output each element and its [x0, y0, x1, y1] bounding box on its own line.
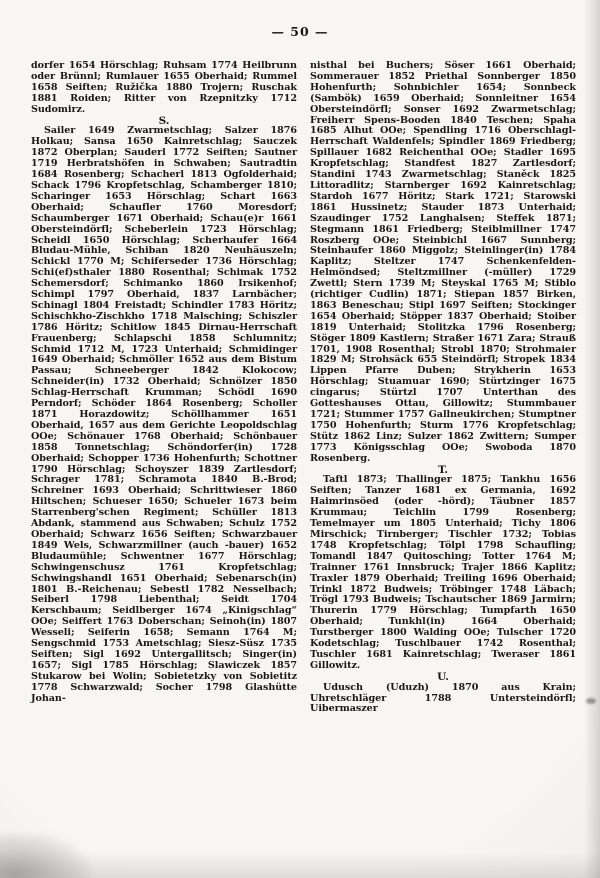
continuation-paragraph-s-names: nisthal bei Buchers; Söser 1661 Oberhaid; Sommerauer 1852 Priethal Sonnberger 1850 Hohenfurth; Sohnbichler 1654; Sonnbeck (Sambök) 1659 Oberhaid; Sonnleitner 1654 Obersteindörfl; Sonser 1692 Zwarmetschlag; Freiherr Spens-Booden 1840 Teschen; Spaha 1685 Alhut OOe; Spendling 1716 Oberschlagl-Herrschaft Waldenfels; Spindler 1869 Friedberg; Spillauer 1682 Reichenthal OOe; Stadler 1695 Kropfetschlag; Standfest 1827 Zartlesdorf; Standini 1743 Zwarmetschlag; Staněck 1825 Littoradlitz; Starnberger 1692 Kainretschlag; Stardoh 1677 Höritz; Stark 1721; Starowski 1861 Hussinetz; Stauder 1873 Unterhaid; Szaudinger 1752 Langhalsen; Steffek 1871; Stegmann 1861 Friedberg; Steiblmillner 1747 Roszberg OOe; Steinbichl 1667 Sunnberg; Steinhaufer 1860 Miggolz; Steinlinger(in) 1784 Kaplitz; Steltzer 1747 Schenkenfelden-Helmöndsed; Steltzmillner (-müller) 1729 Zwettl; Stern 1739 M; Steyskal 1765 M; Stiblo (richtiger Cudlin) 1871; Stiepan 1857 Birken, 1863 Beneschau; Stipl 1697 Seiften; Stockinger 1654 Oberhaid; Stöpper 1837 Oberhaid; Stoiber 1819 Unterhaid; Stolitzka 1796 Rosenberg; Stöger 1809 Kastlern; Straßer 1671 Zara; Strauß 1701, 1908 Rosenthal; Strobl 1870; Strohmaier 1829 M; Strohsäck 655 Steindörfl; Stropek 1834 Lippen Pfarre Duben; Strykherin 1653 Hörschlag; Stuamuar 1690; Stürtzinger 1675 cingarus; Stürtzl 1707 Unterthan des Gotteshauses Ottau, Gillowitz; Stummbauer 1721; Stummer 1757 Gallneukirchen; Stumptner 1750 Hohenfurth; Sturm 1776 Kropfetschlag; Stütz 1862 Linz; Sulzer 1862 Zwittern; Sumper 1773 Königsschlag OOe; Swoboda 1870 Rosenberg.: [310, 60, 576, 464]
section-heading-s: S.: [158, 114, 170, 127]
left-column: [31, 61, 297, 715]
scan-artifact-bottom-shade: [0, 852, 600, 878]
right-column: [310, 61, 576, 715]
section-heading-u: U.: [437, 670, 449, 683]
scan-artifact-smudge: [0, 832, 92, 878]
surname-register-s-paragraph: Sailer 1649 Zwarmetschlag; Salzer 1876 Holkau; Sansa 1650 Kainretschlag; Sauczek 1872 Oberplan; Sauderl 1772 Seiften; Sautner 1719 Herbratshöfen in Schwaben; Sautradtin 1684 Rosenberg; Schacherl 1813 Ogfolderhaid; Schack 1796 Kropfetschlag, Schamberger 1810; Scharinger 1653 Hörschlag; Schart 1663 Oberhaid; Schaufler 1760 Moresdorf; Schaumberger 1671 Oberhaid; Schau(e)r 1661 Obersteindörfl; Scheberlein 1723 Hörschlag; Scheidl 1650 Hörschlag; Scherhaufer 1664 Bludau-Mühle, Schiban 1820 Neuhäuszeln; Schickl 1770 M; Schiferseder 1736 Hörschlag; Schi(ef)sthaler 1880 Rosenthal; Schimak 1752 Schemersdorf; Schimanko 1860 Irsikenhof; Schimpl 1797 Oberhaid, 1837 Larnbächer; Schinagl 1804 Freistadt; Schindler 1783 Höritz; Schischkho-Zischkho 1718 Malsching; Schiszler 1786 Höritz; Schitlow 1845 Dirnau-Herrschaft Frauenberg; Schlapschi 1858 Schlumnitz; Schmid 1712 M, 1723 Unterhaid; Schmidinger 1649 Oberhaid; Schmöller 1652 aus dem Bistum Passau; Schneeberger 1842 Klokocow; Schneider(in) 1732 Oberhaid; Schnölzer 1850 Schlag-Herrschaft Krumman; Schödl 1690 Perndorf; Schöder 1864 Rosenberg; Scholler 1871 Horazdowitz; Schöllhammer 1651 Oberhaid, 1657 aus dem Gerichte Leopoldschlag OOe; Schönauer 1768 Oberhaid; Schönbauer 1858 Tonnetschlag; Schöndorfer(in) 1728 Oberhaid; Schopper 1736 Hohenfurth; Schottner 1790 Hörschlag; Schoyszer 1839 Zartlesdorf; Schrager 1781; Schramota 1840 B.-Brod; Schreiner 1693 Oberhaid; Schrittwieser 1860 Hiltschen; Schueser 1650; Schueler 1673 beim Starrenberg'schen Regiment; Schüller 1813 Abdank, stammend aus Schwaben; Schulz 1752 Oberhaid; Schwarz 1656 Seiften; Schwarzbauer 1849 Wels, Schwarzmillner (auch -bauer) 1652 Bludaumühle; Schwentner 1677 Hörschlag; Schwingenschusz 1761 Kropfetschlag; Schwingshandl 1651 Oberhaid; Sebenarsch(in) 1801 B.-Reichenau; Sebestl 1782 Nesselbach; Seiberl 1798 Liebenthal; Seidt 1704 Kerschbaum; Seidlberger 1674 „Kinigschlag“ OOe; Seiffert 1763 Doberschan; Seinoh(in) 1807 Wesseli; Seiferin 1658; Semann 1764 M; Sengschmid 1753 Ametschlag; Siesz-Süsz 1735 Seiften; Sigl 1692 Untergallitsch; Singer(in) 1657; Sigl 1785 Hörschlag; Slawiczek 1857 Stukarow bei Wolin; Sobietetzky von Sobietitz 1778 Schwarzwald; Socher 1798 Glashütte Johan-: [31, 125, 297, 704]
section-heading-t: T.: [437, 463, 448, 476]
surname-register-u-paragraph: Udusch (Uduzh) 1870 aus Krain; Uhretschläger 1788 Untersteindörfl; Uibermaszer: [310, 681, 576, 715]
two-column-text-block: [0, 39, 600, 715]
surname-register-t-paragraph: Taftl 1873; Thallinger 1875; Tankhu 1656 Seiften; Tanzer 1681 ex Germania, 1692 Haimrinsöed (oder -hörd); Täubner 1857 Krummau; Teichlin 1799 Rosenberg; Temelmayer um 1805 Unterhaid; Tichy 1806 Mirschick; Tirnberger; Tischler 1732; Tobias 1748 Kropfetschlag; Tölpl 1798 Schaufling; Tomandl 1847 Quitosching; Totter 1764 M; Trainner 1761 Innsbruck; Trajer 1866 Kaplitz; Traxler 1879 Oberhaid; Treiling 1696 Oberhaid; Trinkl 1872 Budweis; Tröbinger 1748 Läbach; Trögl 1793 Budweis; Tschautscher 1869 Jarmirn; Thurerin 1779 Hörschlag; Tumpfarth 1650 Oberhaid; Tunkhl(in) 1664 Oberhaid; Turstberger 1800 Walding OOe; Tulscher 1720 Kodetschlag; Tuschlbauer 1742 Rosenthal; Tuschler 1681 Kainretschlag; Tweraser 1861 Gillowitz.: [310, 474, 576, 671]
page-number: — 50 —: [271, 24, 329, 39]
continuation-paragraph-r-names: dorfer 1654 Hörschlag; Ruhsam 1774 Heilbrunn oder Brünnl; Rumlauer 1655 Oberhaid; Rummel 1658 Seiften; Ružička 1880 Trojern; Ruschak 1881 Roiden; Ritter von Rzepnitzky 1712 Sudomirz.: [31, 60, 297, 115]
